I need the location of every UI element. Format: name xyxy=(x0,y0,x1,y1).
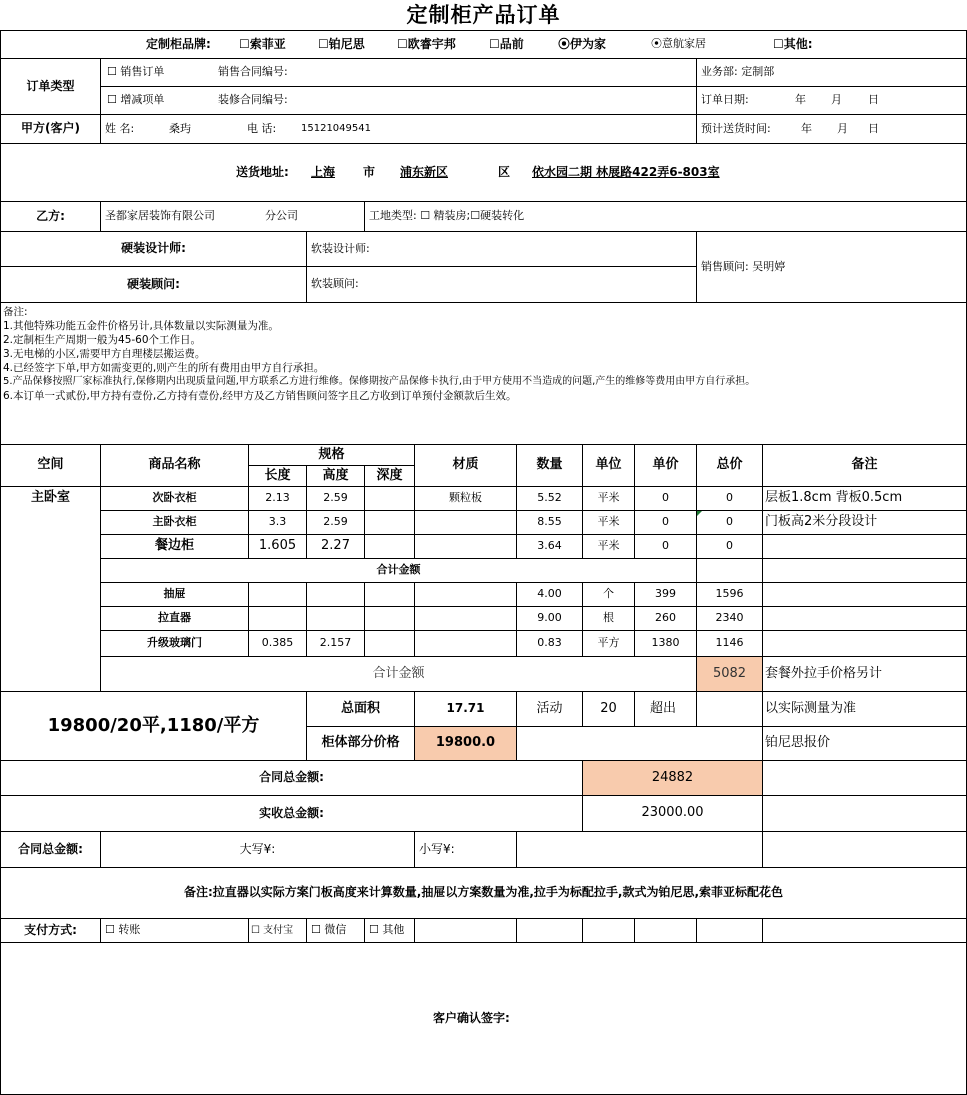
extra-row-name: 升级玻璃门 xyxy=(100,630,249,657)
contract-total: 24882 xyxy=(582,760,763,796)
table-row-length: 2.13 xyxy=(248,486,307,511)
extras-total: 5082 xyxy=(696,656,763,692)
extras-total-label: 合计金额 xyxy=(100,656,697,692)
payment-blank xyxy=(516,918,583,943)
table-row-height: 2.59 xyxy=(306,486,365,511)
table-row-qty: 3.64 xyxy=(516,534,583,559)
payment-label: 支付方式: xyxy=(0,918,101,943)
total-area-label: 总面积 xyxy=(306,691,415,727)
extra-row-length xyxy=(248,606,307,631)
table-row-depth xyxy=(364,534,415,559)
delivery-address-row xyxy=(0,143,967,202)
party-a-info: 姓 名: 桑玙 电 话: 15121049541 xyxy=(100,114,697,144)
notes-title: 备注: xyxy=(3,306,28,318)
table-row-unit: 平米 xyxy=(582,534,635,559)
brand-option-ouruiyubang[interactable]: ☐欧睿宇邦 xyxy=(397,37,456,51)
party-b-label: 乙方: xyxy=(0,201,101,232)
col-qty: 数量 xyxy=(516,444,583,487)
extra-row-price: 1380 xyxy=(634,630,697,657)
extra-row-price: 399 xyxy=(634,582,697,607)
table-row-remark: 层板1.8cm 背板0.5cm xyxy=(762,486,967,511)
over-label: 超出 xyxy=(634,691,697,727)
extra-row-name: 抽屉 xyxy=(100,582,249,607)
brand-option-suofeiya[interactable]: ☐索菲亚 xyxy=(239,37,286,51)
extra-row-name: 拉直器 xyxy=(100,606,249,631)
extra-row-remark xyxy=(762,630,967,657)
table-row-unit: 平米 xyxy=(582,510,635,535)
table-row-material xyxy=(414,510,517,535)
notes-block xyxy=(0,302,967,445)
col-remark: 备注 xyxy=(762,444,967,487)
col-total: 总价 xyxy=(696,444,763,487)
extra-row-material xyxy=(414,606,517,631)
soft-consultant: 软装顾问: xyxy=(306,266,697,303)
order-type-add[interactable]: ☐ 增减项单 装修合同编号: xyxy=(100,86,697,115)
table-row-total: 0 xyxy=(696,534,763,559)
table-row-item-name: 餐边柜 xyxy=(100,534,249,559)
table-row-length: 3.3 xyxy=(248,510,307,535)
extra-row-qty: 4.00 xyxy=(516,582,583,607)
package-price: 19800/20平,1180/平方 xyxy=(0,691,307,761)
address-detail: 依水园二期 林展路422弄6-803室 xyxy=(532,165,720,179)
capital-amount: 大写¥: xyxy=(100,831,415,868)
amount-blank xyxy=(516,831,763,868)
payment-blank xyxy=(634,918,697,943)
note-line: 2.定制柜生产周期一般为45-60个工作日。 xyxy=(3,334,202,346)
table-row-total: 0 xyxy=(696,486,763,511)
order-date: 订单日期: 年 月 日 xyxy=(696,86,967,115)
address-city: 上海 xyxy=(311,165,336,179)
footnote: 备注:拉直器以实际方案门板高度来计算数量,抽屉以方案数量为准,拉手为标配拉手,款式为铂尼思,索菲亚标配花色 xyxy=(0,867,967,919)
col-height: 高度 xyxy=(306,465,365,487)
payment-blank xyxy=(414,918,517,943)
brand-option-other[interactable]: ☐其他: xyxy=(773,37,813,51)
col-depth: 深度 xyxy=(364,465,415,487)
table-row-depth xyxy=(364,486,415,511)
paid-total: 23000.00 xyxy=(582,795,763,832)
extra-row-material xyxy=(414,582,517,607)
table-row-item-name: 主卧衣柜 xyxy=(100,510,249,535)
contract-total-label-2: 合同总金额: xyxy=(0,831,101,868)
extra-row-depth xyxy=(364,630,415,657)
col-space: 空间 xyxy=(0,444,101,487)
over-value xyxy=(696,691,763,727)
order-type-label: 订单类型 xyxy=(0,58,101,115)
brand-option-boniesi[interactable]: ☐铂尼思 xyxy=(318,37,365,51)
extra-row-height xyxy=(306,582,365,607)
brand-option-yihangjiaju[interactable]: ⦿意航家居 xyxy=(651,37,706,50)
paid-total-label: 实收总金额: xyxy=(0,795,583,832)
payment-blank xyxy=(696,918,763,943)
cell-comment-flag xyxy=(697,511,702,516)
sales-consultant: 销售顾问: 吴明婷 xyxy=(696,231,967,303)
payment-other[interactable]: ☐ 其他 xyxy=(364,918,415,943)
payment-transfer[interactable]: ☐ 转账 xyxy=(100,918,249,943)
extra-row-qty: 0.83 xyxy=(516,630,583,657)
area-remark: 以实际测量为准 xyxy=(762,691,967,727)
party-a-label: 甲方(客户) xyxy=(0,114,101,144)
payment-wechat[interactable]: ☐ 微信 xyxy=(306,918,365,943)
note-line: 6.本订单一式贰份,甲方持有壹份,乙方持有壹份,经甲方及乙方销售顾问签字且乙方收到订单预付金额款后生效。 xyxy=(3,390,517,402)
total-area: 17.71 xyxy=(414,691,517,727)
note-line: 4.已经签字下单,甲方如需变更的,则产生的所有费用由甲方自行承担。 xyxy=(3,362,325,374)
department: 业务部: 定制部 xyxy=(696,58,967,87)
cabinet-price-blank xyxy=(516,726,763,761)
extra-row-height xyxy=(306,606,365,631)
order-type-sales[interactable]: ☐ 销售订单 销售合同编号: xyxy=(100,58,697,87)
soft-designer: 软装设计师: xyxy=(306,231,697,267)
extra-row-qty: 9.00 xyxy=(516,606,583,631)
table-row-height: 2.27 xyxy=(306,534,365,559)
extra-row-height: 2.157 xyxy=(306,630,365,657)
table-row-price: 0 xyxy=(634,534,697,559)
extra-row-depth xyxy=(364,606,415,631)
extra-row-remark xyxy=(762,582,967,607)
brand-row xyxy=(0,30,967,59)
subtotal-total xyxy=(696,558,763,583)
party-b-company: 圣都家居装饰有限公司 分公司 xyxy=(100,201,365,232)
table-row-price: 0 xyxy=(634,510,697,535)
site-type[interactable]: 工地类型: ☐ 精装房;☐硬装转化 xyxy=(364,201,967,232)
table-row-height: 2.59 xyxy=(306,510,365,535)
table-row-qty: 8.55 xyxy=(516,510,583,535)
extra-row-price: 260 xyxy=(634,606,697,631)
cabinet-remark: 铂尼思报价 xyxy=(762,726,967,761)
col-length: 长度 xyxy=(248,465,307,487)
extra-row-unit: 根 xyxy=(582,606,635,631)
address-label: 送货地址: xyxy=(236,165,289,179)
brand-label: 定制柜品牌: xyxy=(146,37,211,51)
brand-option-pinqian[interactable]: ☐品前 xyxy=(489,37,524,51)
table-row-remark: 门板高2米分段设计 xyxy=(762,510,967,535)
table-row-item-name: 次卧衣柜 xyxy=(100,486,249,511)
brand-option-yiweijia[interactable]: ⦿伊为家 xyxy=(558,37,607,51)
table-row-price: 0 xyxy=(634,486,697,511)
paid-total-blank xyxy=(762,795,967,832)
note-line: 5.产品保修按照厂家标准执行,保修期内出现质量问题,甲方联系乙方进行维修。保修期按产品保修卡执行,由于甲方使用不当造成的问题,产生的维修等费用由甲方自行承担。 xyxy=(3,376,756,387)
extra-row-total: 2340 xyxy=(696,606,763,631)
table-row-qty: 5.52 xyxy=(516,486,583,511)
table-row-total: 0 xyxy=(696,510,763,535)
contract-total-blank xyxy=(762,760,967,796)
room-name: 主卧室 xyxy=(0,486,101,692)
extra-row-remark xyxy=(762,606,967,631)
address-city-unit: 市 xyxy=(363,165,376,179)
activity-value: 20 xyxy=(582,691,635,727)
payment-alipay[interactable]: ☐ 支付宝 xyxy=(248,918,307,943)
address-district-unit: 区 xyxy=(498,165,511,179)
table-row-material xyxy=(414,534,517,559)
table-row-length: 1.605 xyxy=(248,534,307,559)
extra-row-depth xyxy=(364,582,415,607)
note-line: 1.其他特殊功能五金件价格另计,具体数量以实际测量为准。 xyxy=(3,320,279,332)
extra-row-total: 1146 xyxy=(696,630,763,657)
extra-row-total: 1596 xyxy=(696,582,763,607)
address-district: 浦东新区 xyxy=(400,165,449,179)
signature-label: 客户确认签字: xyxy=(433,1011,510,1025)
table-row-unit: 平米 xyxy=(582,486,635,511)
cabinet-price: 19800.0 xyxy=(414,726,517,761)
contract-total-label: 合同总金额: xyxy=(0,760,583,796)
delivery-time: 预计送货时间: 年 月 日 xyxy=(696,114,967,144)
amount-blank-2 xyxy=(762,831,967,868)
extras-total-remark: 套餐外拉手价格另计 xyxy=(762,656,967,692)
page-title: 定制柜产品订单 xyxy=(0,0,967,31)
col-material: 材质 xyxy=(414,444,517,487)
payment-blank xyxy=(762,918,967,943)
extra-row-unit: 平方 xyxy=(582,630,635,657)
col-spec: 规格 xyxy=(248,444,415,466)
col-unit: 单位 xyxy=(582,444,635,487)
table-row-depth xyxy=(364,510,415,535)
hard-designer: 硬装设计师: xyxy=(0,231,307,267)
payment-blank xyxy=(582,918,635,943)
table-row-remark xyxy=(762,534,967,559)
extra-row-length: 0.385 xyxy=(248,630,307,657)
extra-row-material xyxy=(414,630,517,657)
table-row-material: 颗粒板 xyxy=(414,486,517,511)
subtotal-remark xyxy=(762,558,967,583)
signature-area xyxy=(0,942,967,1095)
hard-consultant: 硬装顾问: xyxy=(0,266,307,303)
col-price: 单价 xyxy=(634,444,697,487)
activity-label: 活动 xyxy=(516,691,583,727)
cabinet-price-label: 柜体部分价格 xyxy=(306,726,415,761)
extra-row-length xyxy=(248,582,307,607)
col-product: 商品名称 xyxy=(100,444,249,487)
subtotal-label: 合计金额 xyxy=(100,558,697,583)
extra-row-unit: 个 xyxy=(582,582,635,607)
note-line: 3.无电梯的小区,需要甲方自理楼层搬运费。 xyxy=(3,348,206,360)
small-amount: 小写¥: xyxy=(414,831,517,868)
